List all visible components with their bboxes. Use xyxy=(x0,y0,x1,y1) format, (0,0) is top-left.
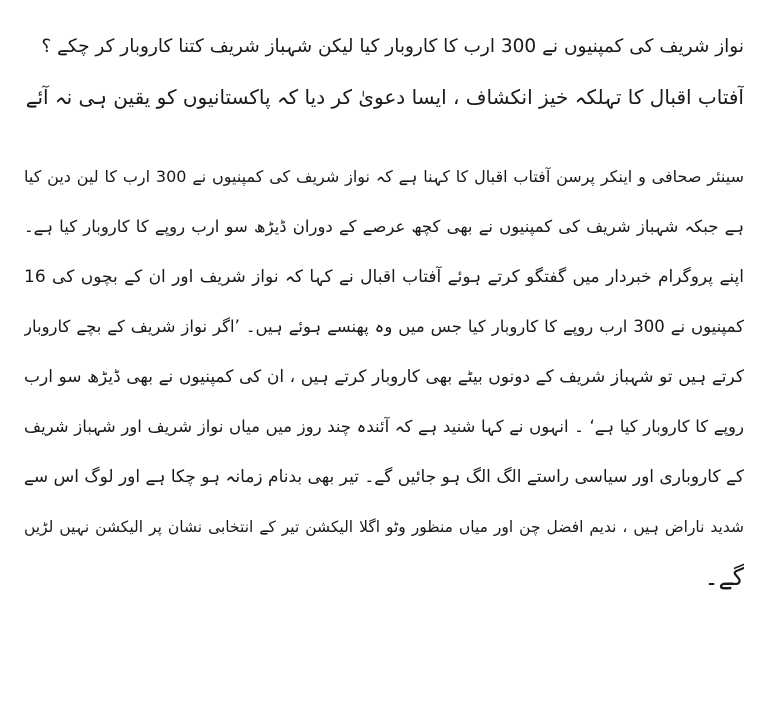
article-body xyxy=(24,152,744,602)
body-line-9: گے۔ xyxy=(704,563,744,591)
body-line-5: کرتے ہیں تو شہباز شریف کے دونوں بیٹے بھی کاروبار کرتے ہیں ، ان کی کمپنیوں نے بھی ڈیڑھ سو ارب xyxy=(24,367,744,387)
body-line-3: اپنے پروگرام خبردار میں گفتگو کرتے ہوئے آفتاب اقبال نے کہا کہ نواز شریف اور ان کے بچوں کی 16 xyxy=(24,267,744,287)
article-subtitle: آفتاب اقبال کا تہلکہ خیز انکشاف ، ایسا دعویٰ کر دیا کہ پاکستانیوں کو یقین ہی نہ آئے xyxy=(25,85,744,109)
body-line-8: شدید ناراض ہیں ، ندیم افضل چن اور میاں منظور وٹو اگلا الیکشن تیر کے انتخابی نشان پر الیکشن نہیں لڑیں xyxy=(24,518,744,536)
body-line-7: کے کاروباری اور سیاسی راستے الگ الگ ہو جائیں گے۔ تیر بھی بدنام زمانہ ہو چکا ہے اور لوگ اس سے xyxy=(24,467,744,487)
body-line-2: ہے جبکہ شہباز شریف کی کمپنیوں نے بھی کچھ عرصے کے دوران ڈیڑھ سو ارب روپے کا کاروبار کیا ہے۔ xyxy=(24,217,744,236)
body-line-6: روپے کا کاروبار کیا ہے‘ ۔ انہوں نے کہا شنید ہے کہ آئندہ چند روز میں میاں نواز شریف اور شہباز شریف xyxy=(24,417,744,436)
body-line-1: سینئر صحافی و اینکر پرسن آفتاب اقبال کا کہنا ہے کہ نواز شریف کی کمپنیوں نے 300 ارب کا لین دین کیا xyxy=(24,167,744,186)
body-line-4: کمپنیوں نے 300 ارب روپے کا کاروبار کیا جس میں وہ پھنسے ہوئے ہیں۔ ’اگر نواز شریف کے بچے کاروبار xyxy=(24,317,744,336)
article-title: نواز شریف کی کمپنیوں نے 300 ارب کا کاروبار کیا لیکن شہباز شریف کتنا کاروبار کر چکے ؟ xyxy=(41,36,744,57)
